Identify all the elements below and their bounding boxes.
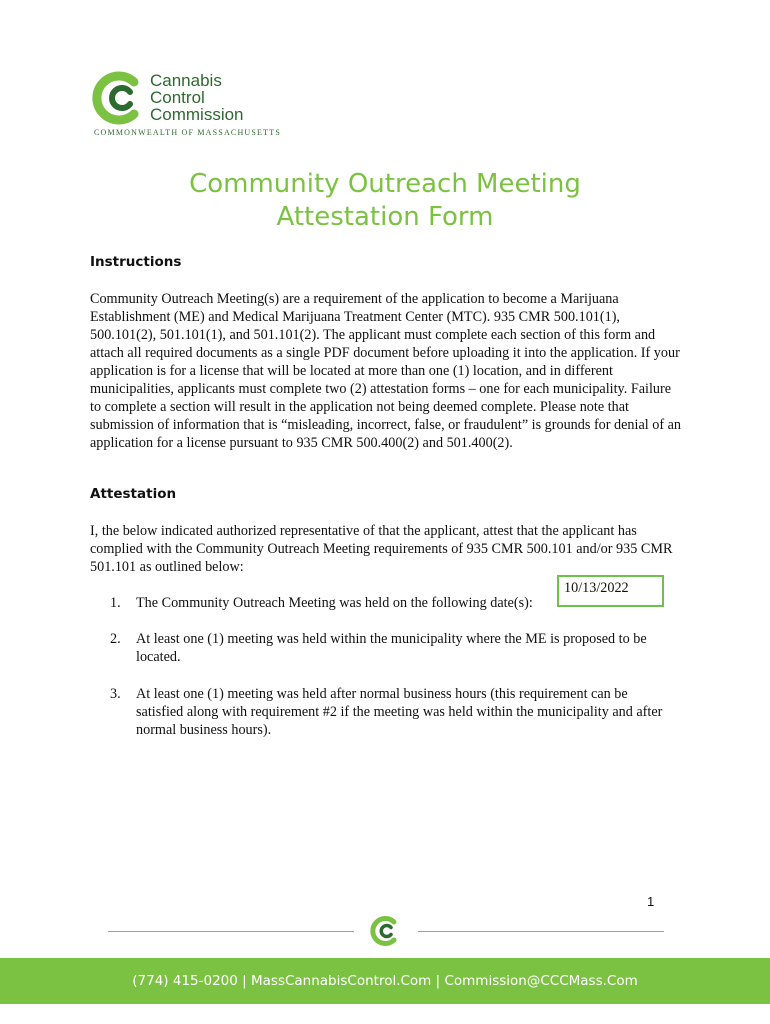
ccc-footer-icon [369, 915, 401, 947]
instructions-text: Community Outreach Meeting(s) are a requirement of the application to become a Marijuana Establishment (ME) and Medical Marijuana Treatment Center (MTC). 935 CMR 500.101(1), 500.101(2), 501.101(1), and 501.101(2). The applicant must complete each section of this form and attach all required documents as a single PDF document before uploading it into the application. If your application is for a license that will be located at more than one (1) location, and in different municipalities, applicants must complete two (2) attestation forms – one for each municipality. Failure to complete a section will result in the application not being deemed complete. Please note that submission of information that is “misleading, incorrect, false, or fraudulent” is grounds for denial of an application for a license pursuant to 935 CMR 500.400(2) and 501.400(2). [90, 291, 681, 451]
list-item-text: At least one (1) meeting was held within the municipality where the ME is proposed to be located. [136, 631, 647, 665]
ccc-logo [90, 70, 281, 140]
footer-contact-bar: (774) 415-0200 | MassCannabisControl.Com | Commission@CCCMass.Com [0, 958, 770, 1004]
attestation-intro: I, the below indicated authorized representative of that the applicant, attest that the applicant has complied with the Community Outreach Meeting requirements of 935 CMR 500.101 and/or 935 CMR 501.101 as outlined below: [90, 523, 673, 575]
logo-line-cannabis: Cannabis [150, 71, 222, 90]
page-number: 1 [647, 894, 655, 909]
logo-tagline: COMMONWEALTH OF MASSACHUSETTS [94, 128, 281, 137]
list-item-number: 1. [110, 595, 121, 611]
list-item-number: 2. [110, 631, 121, 647]
instructions-heading: Instructions [90, 254, 182, 270]
list-item-text: At least one (1) meeting was held after normal business hours (this requirement can be satisfied along with requirement #2 if the meeting was held within the municipality and after normal business hours). [136, 686, 663, 738]
ccc-logo-icon [90, 70, 146, 126]
footer-rule-left [108, 931, 354, 932]
logo-line-commission: Commission [150, 105, 244, 124]
page-title [0, 168, 770, 234]
title-line-1: Community Outreach Meeting [189, 169, 581, 199]
list-item-number: 3. [110, 686, 121, 702]
title-line-2: Attestation Form [276, 202, 494, 232]
attestation-heading: Attestation [90, 486, 177, 502]
list-item-text: The Community Outreach Meeting was held on the following date(s): [136, 595, 533, 611]
footer-rule-right [418, 931, 664, 932]
meeting-date-field[interactable]: 10/13/2022 [557, 575, 664, 607]
logo-line-control: Control [150, 88, 205, 107]
logo-wordmark [150, 72, 244, 123]
